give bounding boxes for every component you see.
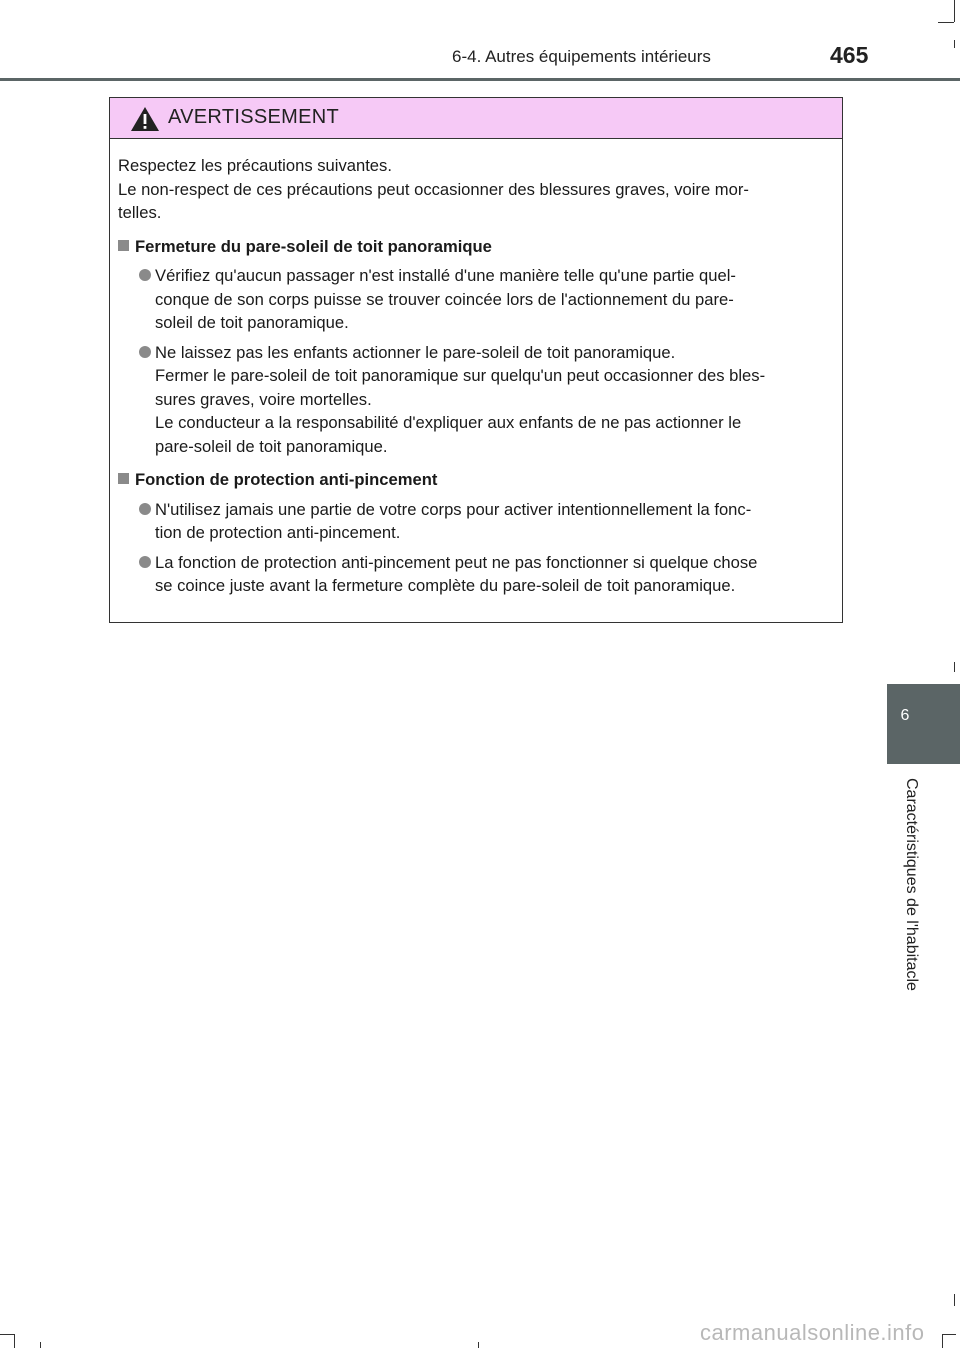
crop-mark xyxy=(942,1334,956,1335)
crop-mark xyxy=(14,1334,15,1348)
circle-bullet-icon xyxy=(139,556,151,568)
crop-mark xyxy=(0,1334,14,1335)
crop-mark xyxy=(40,1342,41,1348)
bullet-line: conque de son corps puisse se trouver coincée lors de l'actionnement du pare- xyxy=(155,289,734,309)
section-heading-text: Fermeture du pare-soleil de toit panoramique xyxy=(135,236,492,256)
crop-mark xyxy=(938,22,954,23)
warning-header xyxy=(110,98,842,139)
bullet-line: Vérifiez qu'aucun passager n'est installé d'une manière telle qu'une partie quel- xyxy=(155,266,736,285)
page-number: 465 xyxy=(830,42,869,68)
section-heading xyxy=(118,235,834,259)
bullet-line: se coince juste avant la fermeture complète du pare-soleil de toit panoramique. xyxy=(155,576,736,595)
header-rule xyxy=(0,78,960,81)
section-heading xyxy=(118,468,834,492)
bullet-line: La fonction de protection anti-pincement peut ne pas fonctionner si quelque chose xyxy=(155,552,758,572)
chapter-label: Caractéristiques de l'habitacle xyxy=(903,778,920,991)
bullet-line: tion de protection anti-pincement. xyxy=(155,523,401,542)
bullet-line: pare-soleil de toit panoramique. xyxy=(155,436,388,456)
bullet-line: soleil de toit panoramique. xyxy=(155,313,349,332)
crop-mark xyxy=(954,1294,955,1306)
intro-text xyxy=(118,154,834,225)
circle-bullet-icon xyxy=(139,346,151,358)
warning-body xyxy=(110,139,842,598)
square-bullet-icon xyxy=(118,473,129,484)
warning-triangle-icon xyxy=(130,106,160,132)
warning-box xyxy=(109,97,843,623)
section-anti-pinch xyxy=(118,468,834,598)
crop-mark xyxy=(478,1342,479,1348)
intro-line: telles. xyxy=(118,203,162,222)
bullet-line: Fermer le pare-soleil de toit panoramique sur quelqu'un peut occasionner des bles- xyxy=(155,366,766,385)
circle-bullet-icon xyxy=(139,269,151,281)
bullet-line: Le conducteur a la responsabilité d'expliquer aux enfants de ne pas actionner le xyxy=(155,413,742,432)
bullet-line: sures graves, voire mortelles. xyxy=(155,389,372,409)
crop-mark xyxy=(954,40,955,48)
bullet-item xyxy=(118,498,834,545)
circle-bullet-icon xyxy=(139,503,151,515)
chapter-number: 6 xyxy=(900,707,910,724)
bullet-line: N'utilisez jamais une partie de votre corps pour activer intentionnellement la fonc- xyxy=(155,499,752,519)
crop-mark xyxy=(954,0,955,22)
square-bullet-icon xyxy=(118,240,129,251)
running-header-section: 6-4. Autres équipements intérieurs xyxy=(452,47,711,66)
section-sunshade-closing xyxy=(118,235,834,459)
bullet-item xyxy=(118,341,834,459)
intro-line: Respectez les précautions suivantes. xyxy=(118,156,392,175)
chapter-tab xyxy=(887,684,960,764)
bullet-line: Ne laissez pas les enfants actionner le pare-soleil de toit panoramique. xyxy=(155,342,676,362)
bullet-item xyxy=(118,264,834,335)
crop-mark xyxy=(954,662,955,672)
section-heading-text: Fonction de protection anti-pincement xyxy=(135,470,438,489)
crop-mark xyxy=(942,1334,943,1348)
warning-title: AVERTISSEMENT xyxy=(168,106,339,128)
bullet-item xyxy=(118,551,834,598)
intro-line: Le non-respect de ces précautions peut occasionner des blessures graves, voire mor- xyxy=(118,179,749,199)
watermark: carmanualsonline.info xyxy=(700,1320,925,1345)
